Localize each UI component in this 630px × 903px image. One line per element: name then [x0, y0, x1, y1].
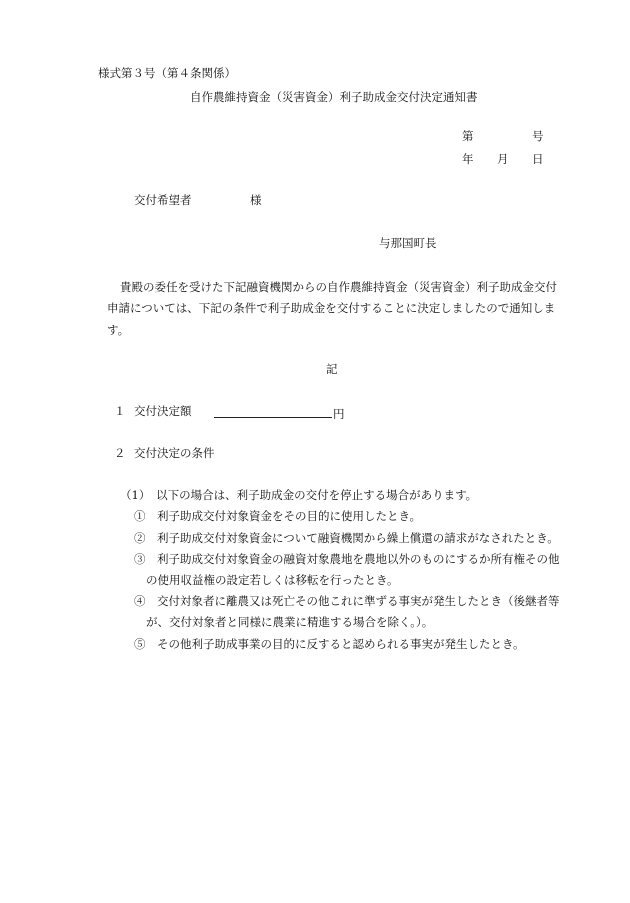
condition-2: ② 利子助成交付対象資金について融資機関から繰上償還の請求がなされたとき。: [134, 531, 559, 545]
recipient-label: 交付希望者: [134, 193, 192, 207]
document-title: 自作農維持資金（災害資金）利子助成金交付決定通知書: [190, 90, 478, 104]
condition-1: ① 利子助成交付対象資金をその目的に使用したとき。: [134, 509, 422, 523]
ki-heading: 記: [326, 362, 338, 376]
condition-4-line-1: ④ 交付対象者に離農又は死亡その他これに準ずる事実が発生したとき（後継者等: [134, 594, 560, 608]
condition-3-line-2: の使用収益権の設定若しくは移転を行ったとき。: [146, 573, 399, 587]
doc-number-prefix: 第: [462, 129, 474, 143]
recipient-honorific: 様: [250, 193, 262, 207]
condition-3-line-1: ③ 利子助成交付対象資金の融資対象農地を農地以外のものにするか所有権その他: [134, 552, 560, 566]
item2-label: 交付決定の条件: [134, 446, 215, 460]
item2-number: ２: [114, 446, 126, 460]
item1-amount-blank: [214, 406, 345, 421]
date-month: 月: [497, 152, 509, 166]
body-line-2: 申請については、下記の条件で利子助成金を交付することに決定しましたので通知しま: [107, 301, 556, 315]
issuer: 与那国町長: [379, 236, 437, 250]
item1-unit: 円: [333, 407, 345, 421]
date-year: 年: [462, 152, 474, 166]
item1-number: １: [114, 404, 126, 418]
body-line-1: 貴殿の委任を受けた下記融資機関からの自作農維持資金（災害資金）利子助成金交付: [120, 280, 557, 294]
date-day: 日: [532, 152, 544, 166]
doc-number-suffix: 号: [532, 129, 544, 143]
condition-4-line-2: が、交付対象者と同様に農業に精進する場合を除く。）。: [146, 615, 434, 629]
body-line-3: す。: [107, 323, 130, 337]
condition-5: ⑤ その他利子助成事業の目的に反すると認められる事実が発生したとき。: [134, 637, 525, 651]
form-number: 様式第３号（第４条関係）: [98, 66, 236, 80]
amount-underline: [214, 406, 332, 418]
condition-intro: （1） 以下の場合は、利子助成金の交付を停止する場合があります。: [120, 488, 478, 502]
item1-label: 交付決定額: [134, 404, 192, 418]
